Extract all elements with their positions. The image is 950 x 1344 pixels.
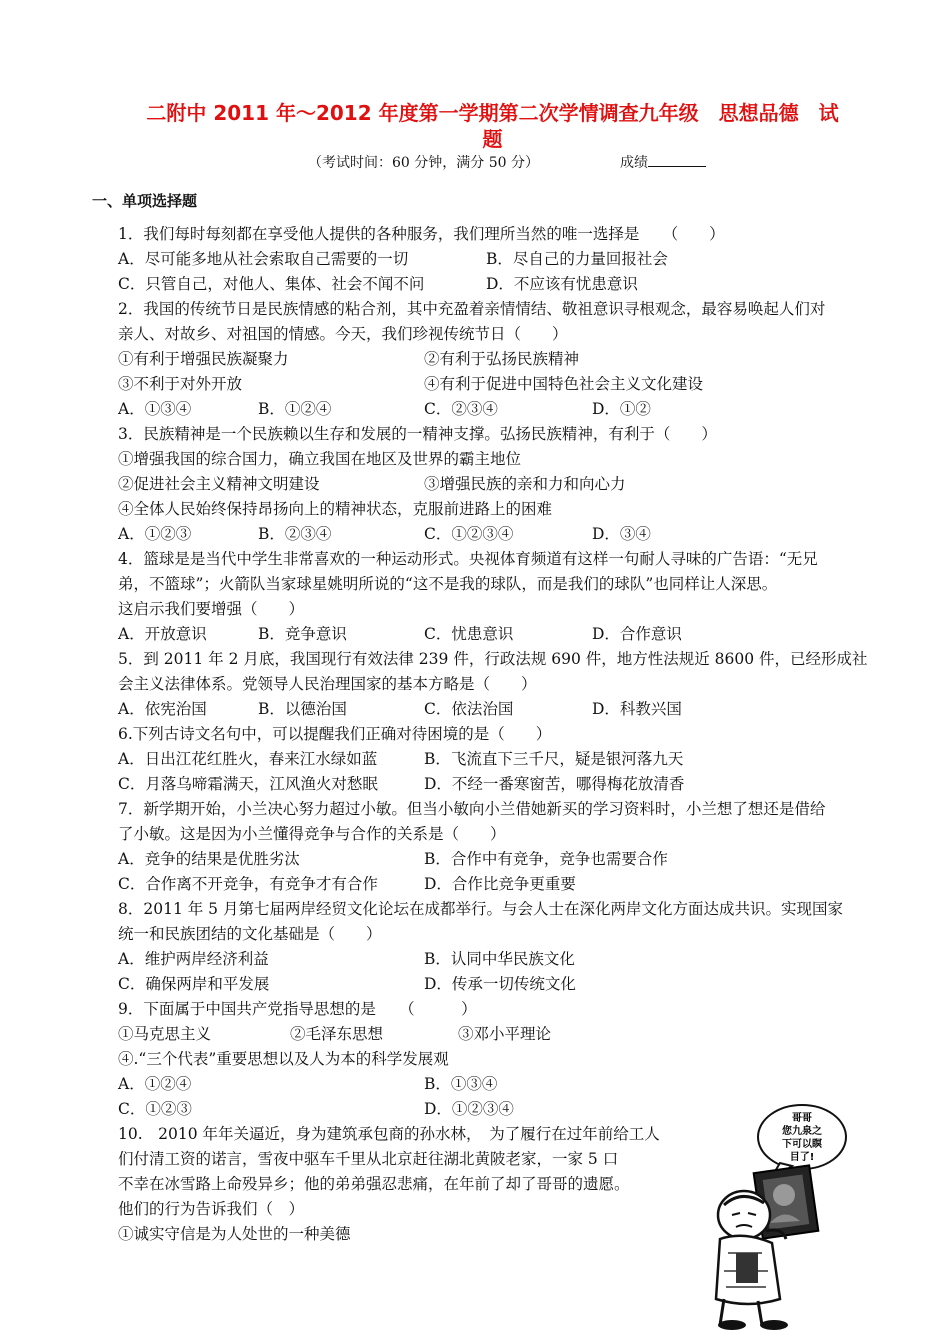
- q2-stem-line-2: 亲人、对故乡、对祖国的情感。今天，我们珍视传统节日（ ）: [118, 325, 568, 343]
- score-blank: [648, 152, 706, 167]
- section-heading: 一、单项选择题: [92, 192, 198, 210]
- q3-statement-1: ①增强我国的综合国力，确立我国在地区及世界的霸主地位: [118, 450, 522, 468]
- q10-statement-1: ①诚实守信是为人处世的一种美德: [118, 1225, 351, 1243]
- q1-option-c: C．只管自己，对他人、集体、社会不闻不问: [118, 275, 425, 293]
- q1-option-b: B．尽自己的力量回报社会: [486, 250, 668, 268]
- exam-info: （考试时间：60 分钟，满分 50 分）: [308, 155, 539, 171]
- q4-option-b: B．竞争意识: [258, 625, 347, 643]
- q8-option-b: B．认同中华民族文化: [424, 950, 575, 968]
- q6-option-c: C．月落乌啼霜满天，江风渔火对愁眠: [118, 775, 378, 793]
- q9-statement-2: ②毛泽东思想: [290, 1025, 384, 1043]
- q2-option-b: B．①②④: [258, 400, 332, 418]
- q2-statement-1: ①有利于增强民族凝聚力: [118, 350, 289, 368]
- q10-stem-line-1: 10. 2010 年年关逼近，身为建筑承包商的孙水林， 为了履行在过年前给工人: [118, 1125, 660, 1143]
- q2-option-a: A．①③④: [118, 400, 192, 418]
- title-line-1: 二附中 2011 年～2012 年度第一学期第二次学情调查九年级 思想品德 试: [146, 101, 839, 125]
- q3-stem: 3．民族精神是一个民族赖以生存和发展的一精神支撑。弘扬民族精神，有利于（ ）: [118, 425, 717, 443]
- q6-stem: 6.下列古诗文名句中，可以提醒我们正确对待困境的是（ ）: [118, 725, 552, 743]
- q3-statement-4: ④全体人民始终保持昂扬向上的精神状态，克服前进路上的困难: [118, 500, 553, 518]
- bubble-text-3: 下可以瞑: [782, 1139, 822, 1150]
- q4-option-c: C．忧患意识: [424, 625, 514, 643]
- q3-option-d: D．③④: [592, 525, 651, 543]
- q1-option-a: A．尽可能多地从社会索取自己需要的一切: [118, 250, 409, 268]
- q5-option-d: D．科教兴国: [592, 700, 682, 718]
- q4-stem-line-2: 弟，不篮球”；火箭队当家球星姚明所说的“这不是我的球队，而是我们的球队”也同样让人深思。: [118, 575, 778, 593]
- exam-title: [120, 100, 865, 152]
- q8-stem-line-2: 统一和民族团结的文化基础是（ ）: [118, 925, 382, 943]
- bubble-text-4: 目了!: [789, 1152, 815, 1163]
- score-field: [620, 152, 706, 172]
- q8-option-a: A．维护两岸经济利益: [118, 950, 269, 968]
- q7-stem-line-1: 7．新学期开始，小兰决心努力超过小敏。但当小敏向小兰借她新买的学习资料时，小兰想了想还是借给: [118, 800, 826, 818]
- q9-option-a: A．①②④: [118, 1075, 192, 1093]
- q10-stem-line-4: 他们的行为告诉我们（ ）: [118, 1200, 305, 1218]
- cartoon-illustration: [702, 1103, 852, 1331]
- q4-option-d: D．合作意识: [592, 625, 682, 643]
- bubble-text-1: 哥哥: [792, 1113, 812, 1124]
- q7-option-c: C．合作离不开竞争，有竞争才有合作: [118, 875, 378, 893]
- q5-stem-line-1: 5．到 2011 年 2 月底，我国现行有效法律 239 件，行政法规 690 件，地方性法规近 8600 件，已经形成社: [118, 650, 868, 668]
- q9-option-d: D．①②③④: [424, 1100, 514, 1118]
- bubble-text-2: 您九泉之: [782, 1126, 822, 1137]
- q2-option-c: C．②③④: [424, 400, 498, 418]
- q6-option-a: A．日出江花红胜火，春来江水绿如蓝: [118, 750, 378, 768]
- q3-option-a: A．①②③: [118, 525, 192, 543]
- q3-statement-3: ③增强民族的亲和力和向心力: [424, 475, 626, 493]
- q3-option-c: C．①②③④: [424, 525, 514, 543]
- q7-stem-line-2: 了小敏。这是因为小兰懂得竞争与合作的关系是（ ）: [118, 825, 506, 843]
- q10-stem-line-3: 不幸在冰雪路上命殁异乡；他的弟弟强忍悲痛，在年前了却了哥哥的遗愿。: [118, 1175, 630, 1193]
- q1-option-d: D．不应该有忧患意识: [486, 275, 638, 293]
- q6-option-d: D．不经一番寒窗苦，哪得梅花放清香: [424, 775, 685, 793]
- q7-option-b: B．合作中有竞争，竞争也需要合作: [424, 850, 668, 868]
- q5-option-c: C．依法治国: [424, 700, 514, 718]
- q7-option-a: A．竞争的结果是优胜劣汰: [118, 850, 300, 868]
- q1-stem: 1．我们每时每刻都在享受他人提供的各种服务，我们理所当然的唯一选择是 （ ）: [118, 225, 725, 243]
- q9-statement-1: ①马克思主义: [118, 1025, 212, 1043]
- q9-stem: 9．下面属于中国共产党指导思想的是 （ ）: [118, 1000, 477, 1018]
- q2-statement-4: ④有利于促进中国特色社会主义文化建设: [424, 375, 704, 393]
- q2-stem-line-1: 2．我国的传统节日是民族情感的粘合剂，其中充盈着亲情情结、敬祖意识寻根观念，最容易唤起人们对: [118, 300, 826, 318]
- q4-option-a: A．开放意识: [118, 625, 207, 643]
- q9-statement-3: ③邓小平理论: [458, 1025, 552, 1043]
- q10-stem-line-2: 们付清工资的诺言，雪夜中驱车千里从北京赶往湖北黄陂老家，一家 5 口: [118, 1150, 619, 1168]
- q5-option-a: A．依宪治国: [118, 700, 207, 718]
- q2-option-d: D．①②: [592, 400, 651, 418]
- score-label: 成绩: [620, 155, 648, 171]
- q2-statement-2: ②有利于弘扬民族精神: [424, 350, 580, 368]
- q3-option-b: B．②③④: [258, 525, 332, 543]
- q2-statement-3: ③不利于对外开放: [118, 375, 243, 393]
- q8-stem-line-1: 8．2011 年 5 月第七届两岸经贸文化论坛在成都举行。与会人士在深化两岸文化方面达成共识。实现国家: [118, 900, 843, 918]
- q8-option-d: D．传承一切传统文化: [424, 975, 576, 993]
- q5-option-b: B．以德治国: [258, 700, 347, 718]
- q7-option-d: D．合作比竞争更重要: [424, 875, 576, 893]
- q9-option-b: B．①③④: [424, 1075, 498, 1093]
- cartoon-drawing: [702, 1103, 852, 1331]
- q5-stem-line-2: 会主义法律体系。党领导人民治理国家的基本方略是（ ）: [118, 675, 537, 693]
- q9-statement-4: ④.“三个代表”重要思想以及人为本的科学发展观: [118, 1050, 449, 1068]
- q8-option-c: C．确保两岸和平发展: [118, 975, 270, 993]
- q4-stem-line-3: 这启示我们要增强（ ）: [118, 600, 305, 618]
- q6-option-b: B．飞流直下三千尺，疑是银河落九天: [424, 750, 684, 768]
- q4-stem-line-1: 4．篮球是是当代中学生非常喜欢的一种运动形式。央视体育频道有这样一句耐人寻味的广告语：“无兄: [118, 550, 818, 568]
- title-line-2: 题: [482, 127, 503, 151]
- q9-option-c: C．①②③: [118, 1100, 192, 1118]
- q3-statement-2: ②促进社会主义精神文明建设: [118, 475, 320, 493]
